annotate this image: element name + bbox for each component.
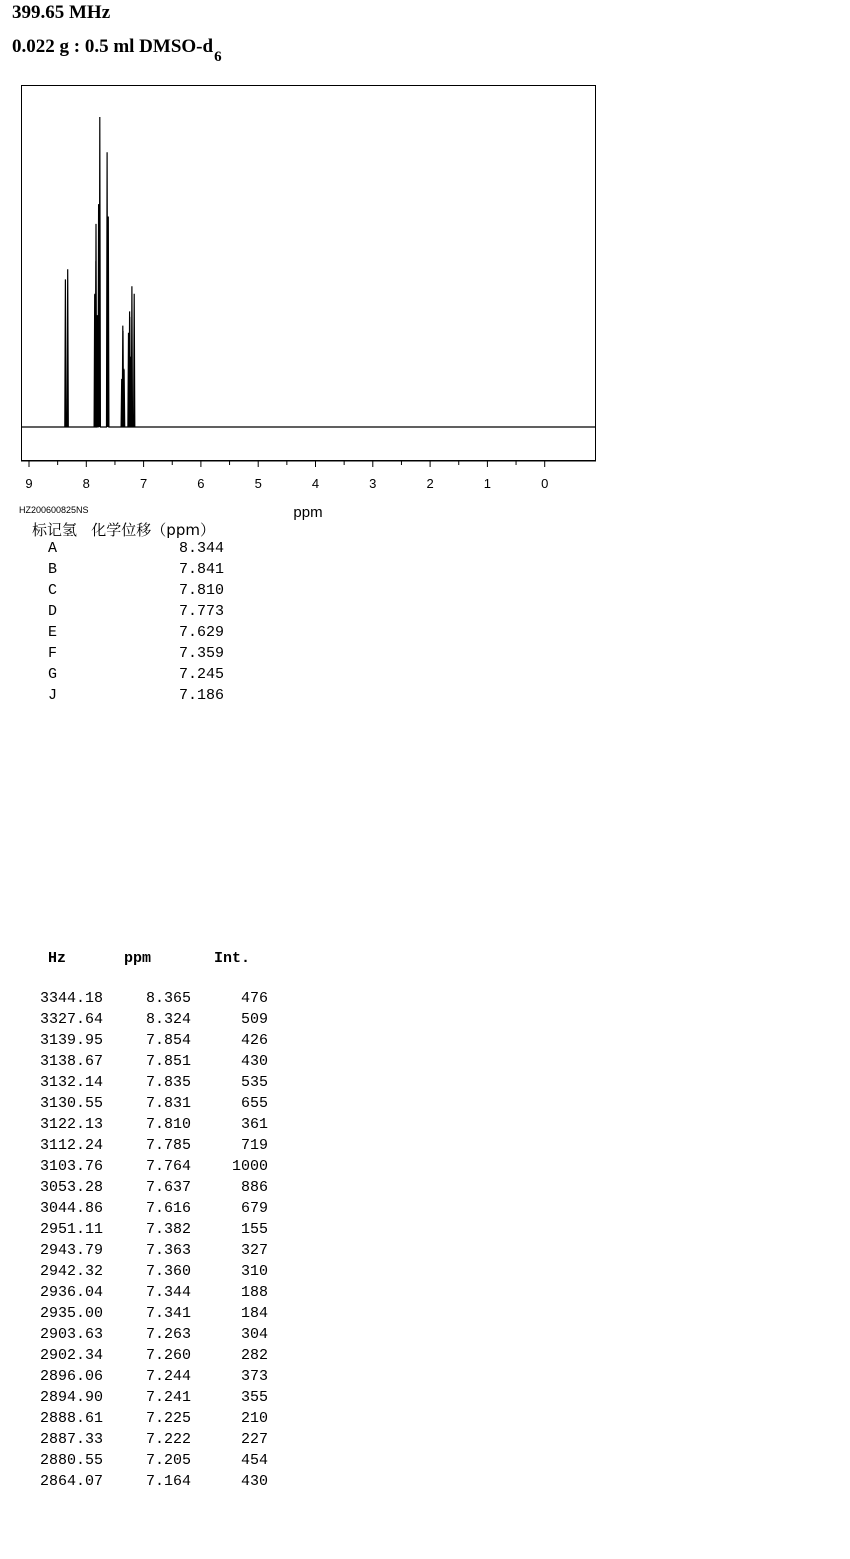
assignment-label: J [48, 687, 58, 704]
peak-hz: 2887.33 [39, 1431, 103, 1448]
assignment-shift: 7.359 [178, 645, 224, 662]
assignment-shift: 7.629 [178, 624, 224, 641]
peak-int: 310 [240, 1263, 268, 1280]
assignment-label: B [48, 561, 58, 578]
assignment-shift: 7.841 [178, 561, 224, 578]
peak-ppm: 7.241 [145, 1389, 191, 1406]
peak-int: 227 [240, 1431, 268, 1448]
spectrometer-frequency: 399.65 MHz [12, 2, 111, 23]
peak-ppm: 7.363 [145, 1242, 191, 1259]
peak-hz: 3122.13 [39, 1116, 103, 1133]
x-axis-label: ppm [293, 504, 323, 521]
assignment-shift: 7.810 [178, 582, 224, 599]
peak-ppm: 7.164 [145, 1473, 191, 1490]
peak-hz: 3130.55 [39, 1095, 103, 1112]
peak-ppm: 8.365 [145, 990, 191, 1007]
peak-hz: 3103.76 [39, 1158, 103, 1175]
peak-hz: 2902.34 [39, 1347, 103, 1364]
peak-hz: 3138.67 [39, 1053, 103, 1070]
header-ppm: ppm [124, 950, 152, 967]
spectrum-trace [22, 117, 595, 427]
nmr-spectrum-chart [0, 0, 850, 525]
peak-int: 304 [240, 1326, 268, 1343]
peak-int: 184 [240, 1305, 268, 1322]
peak-ppm: 7.263 [145, 1326, 191, 1343]
peak-ppm: 7.344 [145, 1284, 191, 1301]
assignment-label: A [48, 540, 58, 557]
peak-ppm: 7.260 [145, 1347, 191, 1364]
peak-int: 361 [240, 1116, 268, 1133]
x-axis-ticks [29, 461, 545, 467]
peak-int: 155 [240, 1221, 268, 1238]
peak-hz: 2936.04 [39, 1284, 103, 1301]
peak-ppm: 8.324 [145, 1011, 191, 1028]
assignment-label: G [48, 666, 58, 683]
peak-ppm: 7.341 [145, 1305, 191, 1322]
peak-hz: 3044.86 [39, 1200, 103, 1217]
peak-hz: 2894.90 [39, 1389, 103, 1406]
assignment-shift: 7.773 [178, 603, 224, 620]
peak-hz: 2903.63 [39, 1326, 103, 1343]
peak-hz: 2935.00 [39, 1305, 103, 1322]
peak-int: 282 [240, 1347, 268, 1364]
peak-hz: 2864.07 [39, 1473, 103, 1490]
peak-int: 509 [240, 1011, 268, 1028]
x-tick-label: 0 [541, 476, 549, 491]
assignment-label: E [48, 624, 58, 641]
sample-text: 0.022 g : 0.5 ml DMSO-d [12, 36, 214, 57]
peak-ppm: 7.764 [145, 1158, 191, 1175]
x-tick-label: 3 [369, 476, 377, 491]
assignment-shift: 8.344 [178, 540, 224, 557]
peak-ppm: 7.244 [145, 1368, 191, 1385]
peak-int: 886 [240, 1179, 268, 1196]
peak-int: 355 [240, 1389, 268, 1406]
peak-int: 679 [240, 1200, 268, 1217]
x-axis-tick-labels [25, 476, 548, 491]
peak-ppm: 7.222 [145, 1431, 191, 1448]
peak-ppm: 7.382 [145, 1221, 191, 1238]
peak-hz: 2896.06 [39, 1368, 103, 1385]
assignment-label: F [48, 645, 58, 662]
x-tick-label: 9 [25, 476, 33, 491]
sample-subscript: 6 [214, 49, 222, 65]
x-tick-label: 8 [82, 476, 90, 491]
peak-ppm: 7.205 [145, 1452, 191, 1469]
peak-ppm: 7.831 [145, 1095, 191, 1112]
peak-int: 426 [240, 1032, 268, 1049]
peak-hz: 2880.55 [39, 1452, 103, 1469]
peak-hz: 3053.28 [39, 1179, 103, 1196]
x-tick-label: 4 [311, 476, 320, 491]
peak-int: 430 [240, 1473, 268, 1490]
peak-ppm: 7.225 [145, 1410, 191, 1427]
peak-int: 476 [240, 990, 268, 1007]
peak-int: 719 [240, 1137, 268, 1154]
peak-ppm: 7.851 [145, 1053, 191, 1070]
peak-ppm: 7.616 [145, 1200, 191, 1217]
peak-hz: 3327.64 [39, 1011, 103, 1028]
chemical-structure [0, 705, 850, 915]
peak-int: 454 [240, 1452, 268, 1469]
peak-hz: 3139.95 [39, 1032, 103, 1049]
assignment-table-header: 标记氢 化学位移（ppm） [32, 521, 215, 539]
peak-int: 373 [240, 1368, 268, 1385]
peak-ppm: 7.637 [145, 1179, 191, 1196]
peak-int: 655 [240, 1095, 268, 1112]
x-tick-label: 7 [139, 476, 148, 491]
peak-int: 188 [240, 1284, 268, 1301]
x-tick-label: 1 [483, 476, 492, 491]
peak-hz: 3344.18 [39, 990, 103, 1007]
x-tick-label: 5 [254, 476, 262, 491]
peak-ppm: 7.835 [145, 1074, 191, 1091]
peak-hz: 2943.79 [39, 1242, 103, 1259]
peak-ppm: 7.810 [145, 1116, 191, 1133]
peak-hz: 2951.11 [39, 1221, 103, 1238]
assignment-label: C [48, 582, 58, 599]
peak-ppm: 7.785 [145, 1137, 191, 1154]
assignment-shift: 7.186 [178, 687, 224, 704]
peak-int: 327 [240, 1242, 268, 1259]
peak-int: 1000 [231, 1158, 268, 1175]
header-int: Int. [214, 950, 251, 967]
file-identifier: HZ200600825NS [19, 505, 89, 515]
x-tick-label: 2 [426, 476, 434, 491]
peak-int: 430 [240, 1053, 268, 1070]
peak-int: 210 [240, 1410, 268, 1427]
x-tick-label: 6 [197, 476, 205, 491]
peak-hz: 2888.61 [39, 1410, 103, 1427]
peak-hz: 3132.14 [39, 1074, 103, 1091]
peak-int: 535 [240, 1074, 268, 1091]
assignment-label: D [48, 603, 58, 620]
header-hz: Hz [48, 950, 67, 967]
peak-ppm: 7.360 [145, 1263, 191, 1280]
assignment-shift: 7.245 [178, 666, 224, 683]
peak-hz: 3112.24 [39, 1137, 103, 1154]
peak-ppm: 7.854 [145, 1032, 191, 1049]
peak-hz: 2942.32 [39, 1263, 103, 1280]
